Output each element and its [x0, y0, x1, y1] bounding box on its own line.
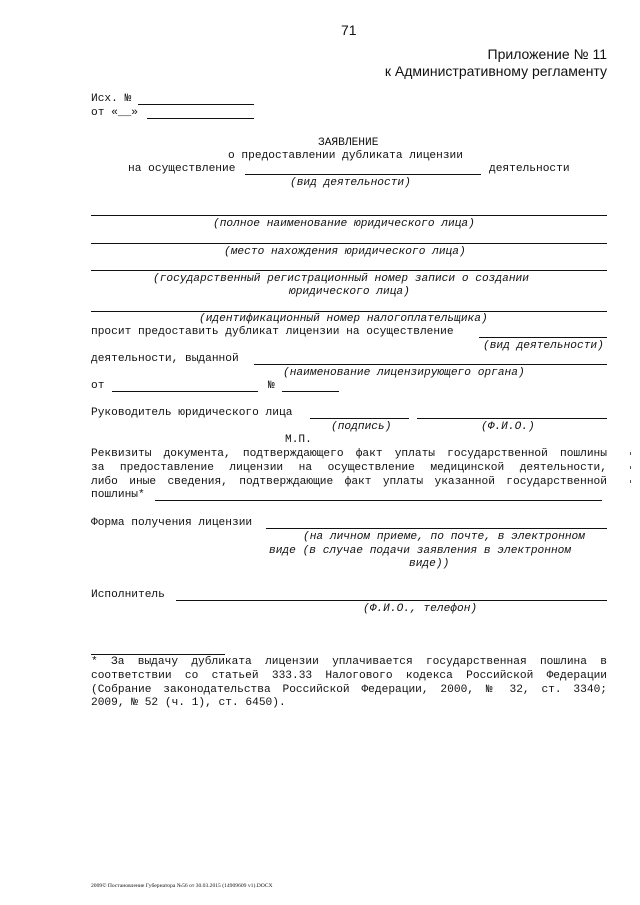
executor-label: Исполнитель	[91, 589, 165, 601]
request-activity-field[interactable]	[479, 337, 607, 338]
document-title: ЗАЯВЛЕНИЕ	[318, 137, 379, 149]
executor-field[interactable]	[176, 600, 607, 601]
payment-text-line-2: за предоставление лицензии на осуществление медицинской деятельности,	[91, 462, 607, 474]
license-number-field[interactable]	[282, 391, 339, 392]
page-number: 71	[341, 22, 357, 38]
footnote-line-1: * За выдачу дубликата лицензии уплачивается государственная пошлина в	[91, 656, 607, 668]
activity-type-hint: (вид деятельности)	[290, 177, 411, 189]
appendix-title: Приложение № 11	[487, 46, 607, 62]
reg-number-field[interactable]	[91, 270, 607, 271]
receipt-form-hint-3: виде))	[409, 558, 450, 570]
request-text: просит предоставить дубликат лицензии на осуществление	[91, 326, 454, 338]
location-field[interactable]	[91, 243, 607, 244]
footnote-line-2: соответствии со статьей 333.33 Налогового кодекса Российской Федерации	[91, 670, 607, 682]
outgoing-number-field[interactable]	[138, 104, 254, 105]
license-date-label: от	[91, 380, 105, 392]
outgoing-number-label: Исх. №	[91, 93, 132, 105]
signature-hint: (подпись)	[331, 421, 392, 433]
license-date-field[interactable]	[112, 391, 258, 392]
document-subtitle: о предоставлении дубликата лицензии	[228, 150, 463, 162]
inn-field[interactable]	[91, 311, 607, 312]
appendix-subtitle: к Административному регламенту	[384, 63, 607, 79]
head-fio-field[interactable]	[417, 418, 607, 419]
receipt-form-hint-1: (на личном приеме, по почте, в электронном	[303, 531, 585, 543]
stamp-placeholder: М.П.	[285, 434, 312, 446]
activity-type-field[interactable]	[245, 174, 481, 175]
payment-text-line-1: Реквизиты документа, подтверждающего факт уплаты государственной пошлины	[91, 448, 607, 460]
receipt-form-label: Форма получения лицензии	[91, 517, 253, 529]
signature-field[interactable]	[310, 418, 409, 419]
payment-details-field[interactable]	[155, 500, 602, 501]
head-label: Руководитель юридического лица	[91, 407, 293, 419]
payment-text-line-4: пошлины*	[91, 489, 145, 501]
activity-suffix: деятельности	[489, 163, 570, 175]
request-activity-hint: (вид деятельности)	[483, 340, 604, 352]
receipt-form-field[interactable]	[266, 528, 607, 529]
full-name-field[interactable]	[91, 215, 607, 216]
activity-prefix: на осуществление	[128, 163, 236, 175]
reg-number-hint-2: юридического лица)	[289, 286, 410, 298]
inn-hint: (идентификационный номер налогоплательщика)	[199, 313, 488, 325]
scan-mark	[630, 466, 631, 469]
outgoing-date-label: от «__»	[91, 107, 138, 119]
document-footer-note: 2009© Постановление Губернатора №56 от 30.03.2015 (14909609 v1).DOCX	[91, 883, 273, 889]
location-hint: (место нахождения юридического лица)	[224, 246, 466, 258]
payment-text-line-3: либо иные сведения, подтверждающие факт уплаты указанной государственной	[91, 476, 607, 488]
license-number-label: №	[268, 380, 275, 392]
footnote-separator	[91, 654, 225, 655]
licensing-authority-hint: (наименование лицензирующего органа)	[283, 367, 525, 379]
issued-label: деятельности, выданной	[91, 353, 239, 365]
footnote-line-3: (Собрание законодательства Российской Федерации, 2000, № 32, ст. 3340;	[91, 684, 607, 696]
licensing-authority-field[interactable]	[254, 364, 607, 365]
scan-mark	[630, 452, 631, 455]
receipt-form-hint-2: виде (в случае подачи заявления в электронном	[269, 545, 572, 557]
footnote-line-4: 2009, № 52 (ч. 1), ст. 6450).	[91, 697, 286, 709]
head-fio-hint: (Ф.И.О.)	[481, 421, 535, 433]
outgoing-date-field[interactable]	[147, 118, 254, 119]
executor-hint: (Ф.И.О., телефон)	[363, 603, 478, 615]
full-name-hint: (полное наименование юридического лица)	[213, 218, 475, 230]
reg-number-hint-1: (государственный регистрационный номер записи о создании	[153, 273, 529, 285]
scan-mark	[630, 480, 631, 483]
